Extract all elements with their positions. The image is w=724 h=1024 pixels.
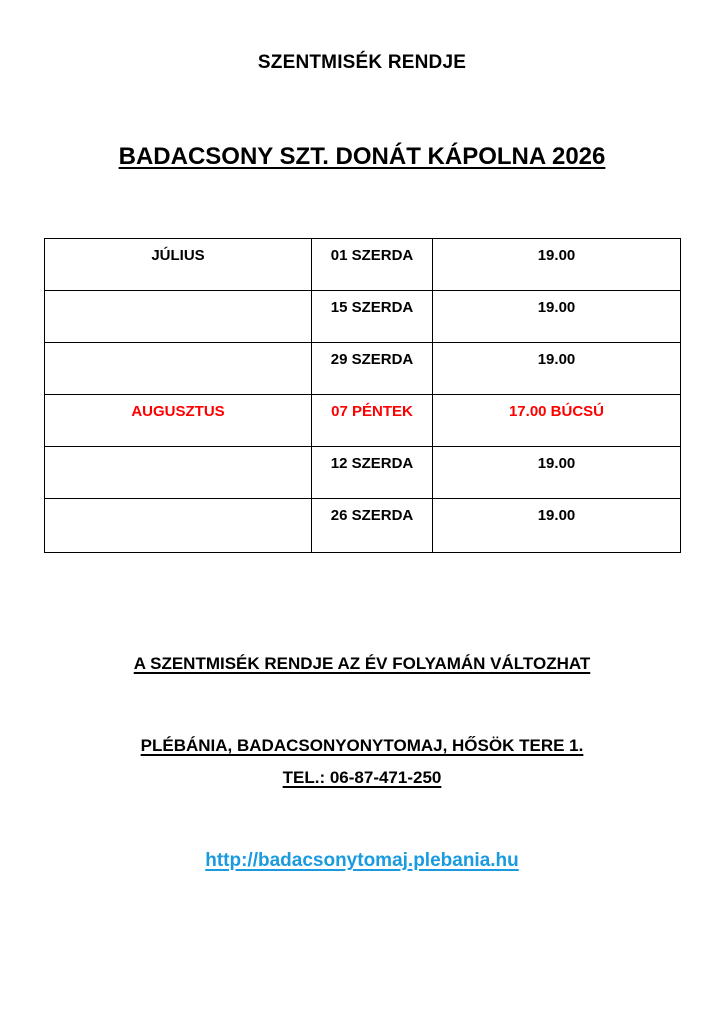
website-line bbox=[0, 850, 724, 872]
day-cell: 26 SZERDA bbox=[312, 499, 433, 553]
document-title: SZENTMISÉK RENDJE bbox=[257, 52, 467, 73]
time-cell: 19.00 bbox=[433, 447, 681, 499]
day-cell: 15 SZERDA bbox=[312, 291, 433, 343]
table-row-feast bbox=[45, 395, 681, 447]
address-text: PLÉBÁNIA, BADACSONYONYTOMAJ, HŐSÖK TERE 1. bbox=[140, 736, 584, 755]
website-link[interactable]: http://badacsonytomaj.plebania.hu bbox=[205, 850, 519, 871]
table-row bbox=[45, 499, 681, 553]
month-cell: JÚLIUS bbox=[45, 239, 312, 291]
schedule-change-notice bbox=[0, 654, 724, 674]
day-cell: 12 SZERDA bbox=[312, 447, 433, 499]
parish-address bbox=[0, 736, 724, 756]
parish-phone bbox=[0, 768, 724, 788]
month-cell bbox=[45, 447, 312, 499]
day-cell: 01 SZERDA bbox=[312, 239, 433, 291]
subtitle-text: BADACSONY SZT. DONÁT KÁPOLNA 2026 bbox=[118, 143, 606, 170]
document-subtitle bbox=[0, 143, 724, 171]
day-cell: 07 PÉNTEK bbox=[312, 395, 433, 447]
time-cell: 19.00 bbox=[433, 239, 681, 291]
month-cell bbox=[45, 499, 312, 553]
time-cell: 19.00 bbox=[433, 499, 681, 553]
notice-text: A SZENTMISÉK RENDJE AZ ÉV FOLYAMÁN VÁLTOZHAT bbox=[133, 654, 591, 673]
time-cell: 19.00 bbox=[433, 291, 681, 343]
month-cell: AUGUSZTUS bbox=[45, 395, 312, 447]
mass-schedule-table bbox=[44, 238, 681, 553]
table-row bbox=[45, 291, 681, 343]
day-cell: 29 SZERDA bbox=[312, 343, 433, 395]
table-row bbox=[45, 447, 681, 499]
table-row bbox=[45, 239, 681, 291]
time-cell: 17.00 BÚCSÚ bbox=[433, 395, 681, 447]
month-cell bbox=[45, 291, 312, 343]
table-row bbox=[45, 343, 681, 395]
phone-text: TEL.: 06-87-471-250 bbox=[282, 768, 442, 787]
month-cell bbox=[45, 343, 312, 395]
time-cell: 19.00 bbox=[433, 343, 681, 395]
